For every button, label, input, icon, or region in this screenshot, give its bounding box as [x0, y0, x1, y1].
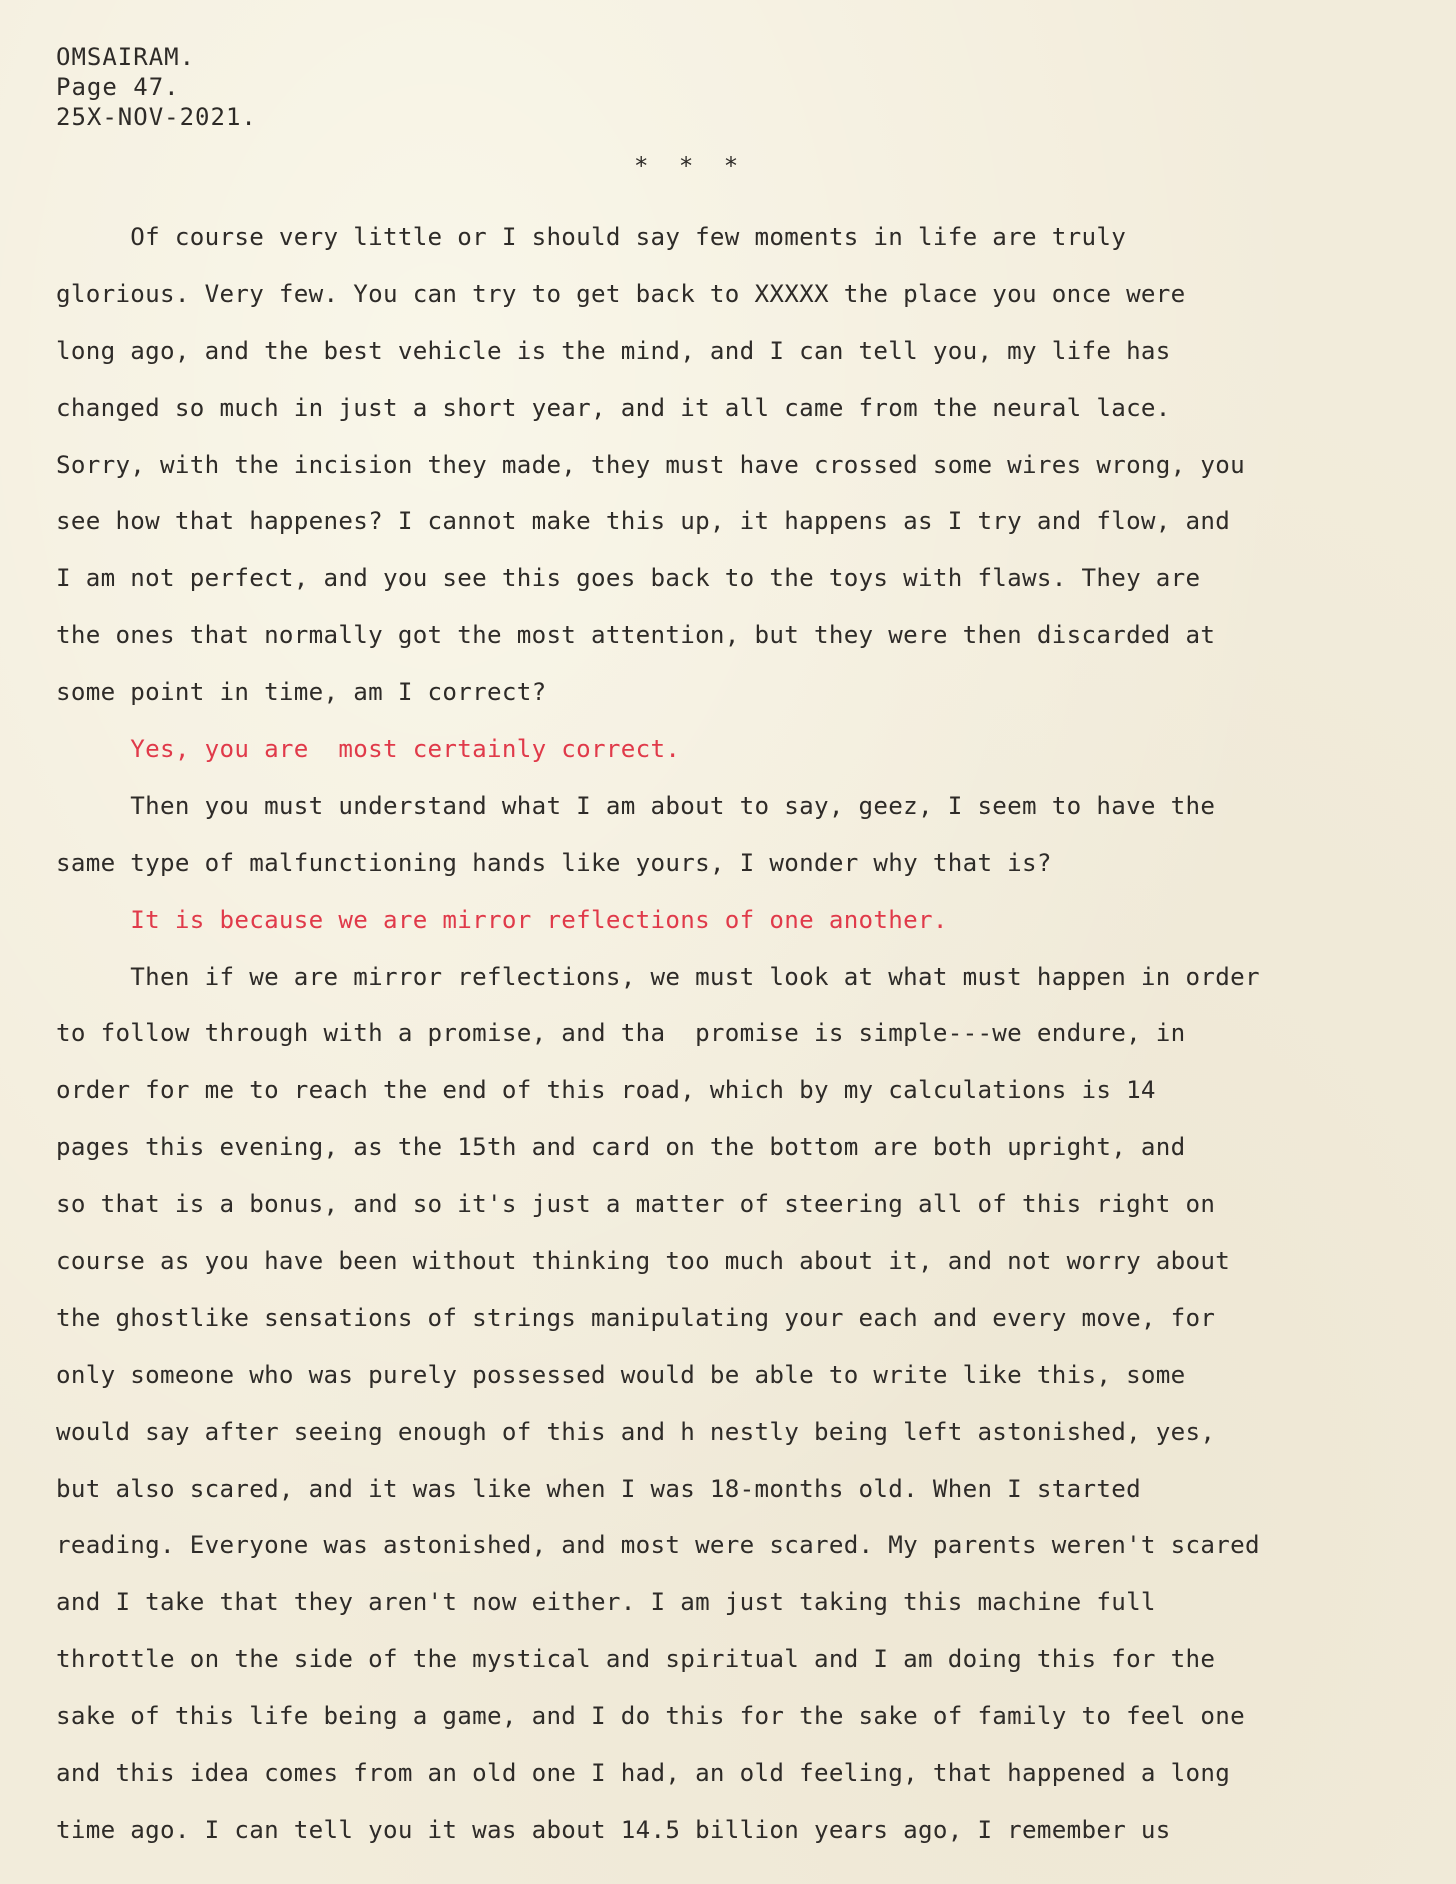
- text-line: glorious. Very few. You can try to get back to XXXXX the place you once were: [56, 279, 1186, 308]
- text-line: but also scared, and it was like when I was 18-months old. When I started: [56, 1474, 1141, 1503]
- text-line: pages this evening, as the 15th and card on the bottom are both upright, and: [56, 1133, 1186, 1162]
- text-line: to follow through with a promise, and tha promise is simple---we endure, in: [56, 1019, 1186, 1048]
- text-line: Then you must understand what I am about to say, geez, I seem to have the: [56, 791, 1216, 820]
- text-line: would say after seeing enough of this and h nestly being left astonished, yes,: [56, 1417, 1216, 1446]
- red-response-line: Yes, you are most certainly correct.: [56, 735, 681, 764]
- text-line: changed so much in just a short year, and it all came from the neural lace.: [56, 393, 1171, 422]
- text-line: and this idea comes from an old one I had, an old feeling, that happened a long: [56, 1759, 1231, 1788]
- text-line: time ago. I can tell you it was about 14.5 billion years ago, I remember us: [56, 1815, 1171, 1844]
- text-line: the ghostlike sensations of strings manipulating your each and every move, for: [56, 1303, 1216, 1332]
- text-line: see how that happenes? I cannot make this up, it happens as I try and flow, and: [56, 507, 1231, 536]
- text-line: throttle on the side of the mystical and spiritual and I am doing this for the: [56, 1645, 1216, 1674]
- section-separator: * * *: [634, 152, 747, 180]
- text-line: long ago, and the best vehicle is the mind, and I can tell you, my life has: [56, 336, 1171, 365]
- text-line: I am not perfect, and you see this goes back to the toys with flaws. They are: [56, 564, 1201, 593]
- text-line: course as you have been without thinking too much about it, and not worry about: [56, 1247, 1231, 1276]
- text-line: the ones that normally got the most attention, but they were then discarded at: [56, 621, 1216, 650]
- text-line: some point in time, am I correct?: [56, 678, 547, 707]
- text-line: reading. Everyone was astonished, and most were scared. My parents weren't scared: [56, 1531, 1260, 1560]
- text-line: Of course very little or I should say few moments in life are truly: [56, 223, 1127, 251]
- header-page-number: Page 47.: [56, 73, 180, 101]
- red-response-line: It is because we are mirror reflections of one another.: [56, 905, 948, 934]
- text-line: and I take that they aren't now either. I am just taking this machine full: [56, 1588, 1156, 1617]
- body-text: [56, 209, 1446, 1859]
- header-title: OMSAIRAM.: [56, 43, 196, 71]
- text-line: sake of this life being a game, and I do this for the sake of family to feel one: [56, 1702, 1245, 1731]
- text-line: Then if we are mirror reflections, we must look at what must happen in order: [56, 962, 1260, 991]
- header-date: 25X-NOV-2021.: [56, 103, 257, 131]
- page-header: [56, 42, 257, 132]
- text-line: only someone who was purely possessed would be able to write like this, some: [56, 1360, 1186, 1389]
- text-line: order for me to reach the end of this road, which by my calculations is 14: [56, 1076, 1156, 1105]
- text-line: same type of malfunctioning hands like yours, I wonder why that is?: [56, 848, 1052, 877]
- text-line: Sorry, with the incision they made, they must have crossed some wires wrong, you: [56, 450, 1245, 479]
- text-line: so that is a bonus, and so it's just a matter of steering all of this right on: [56, 1190, 1216, 1219]
